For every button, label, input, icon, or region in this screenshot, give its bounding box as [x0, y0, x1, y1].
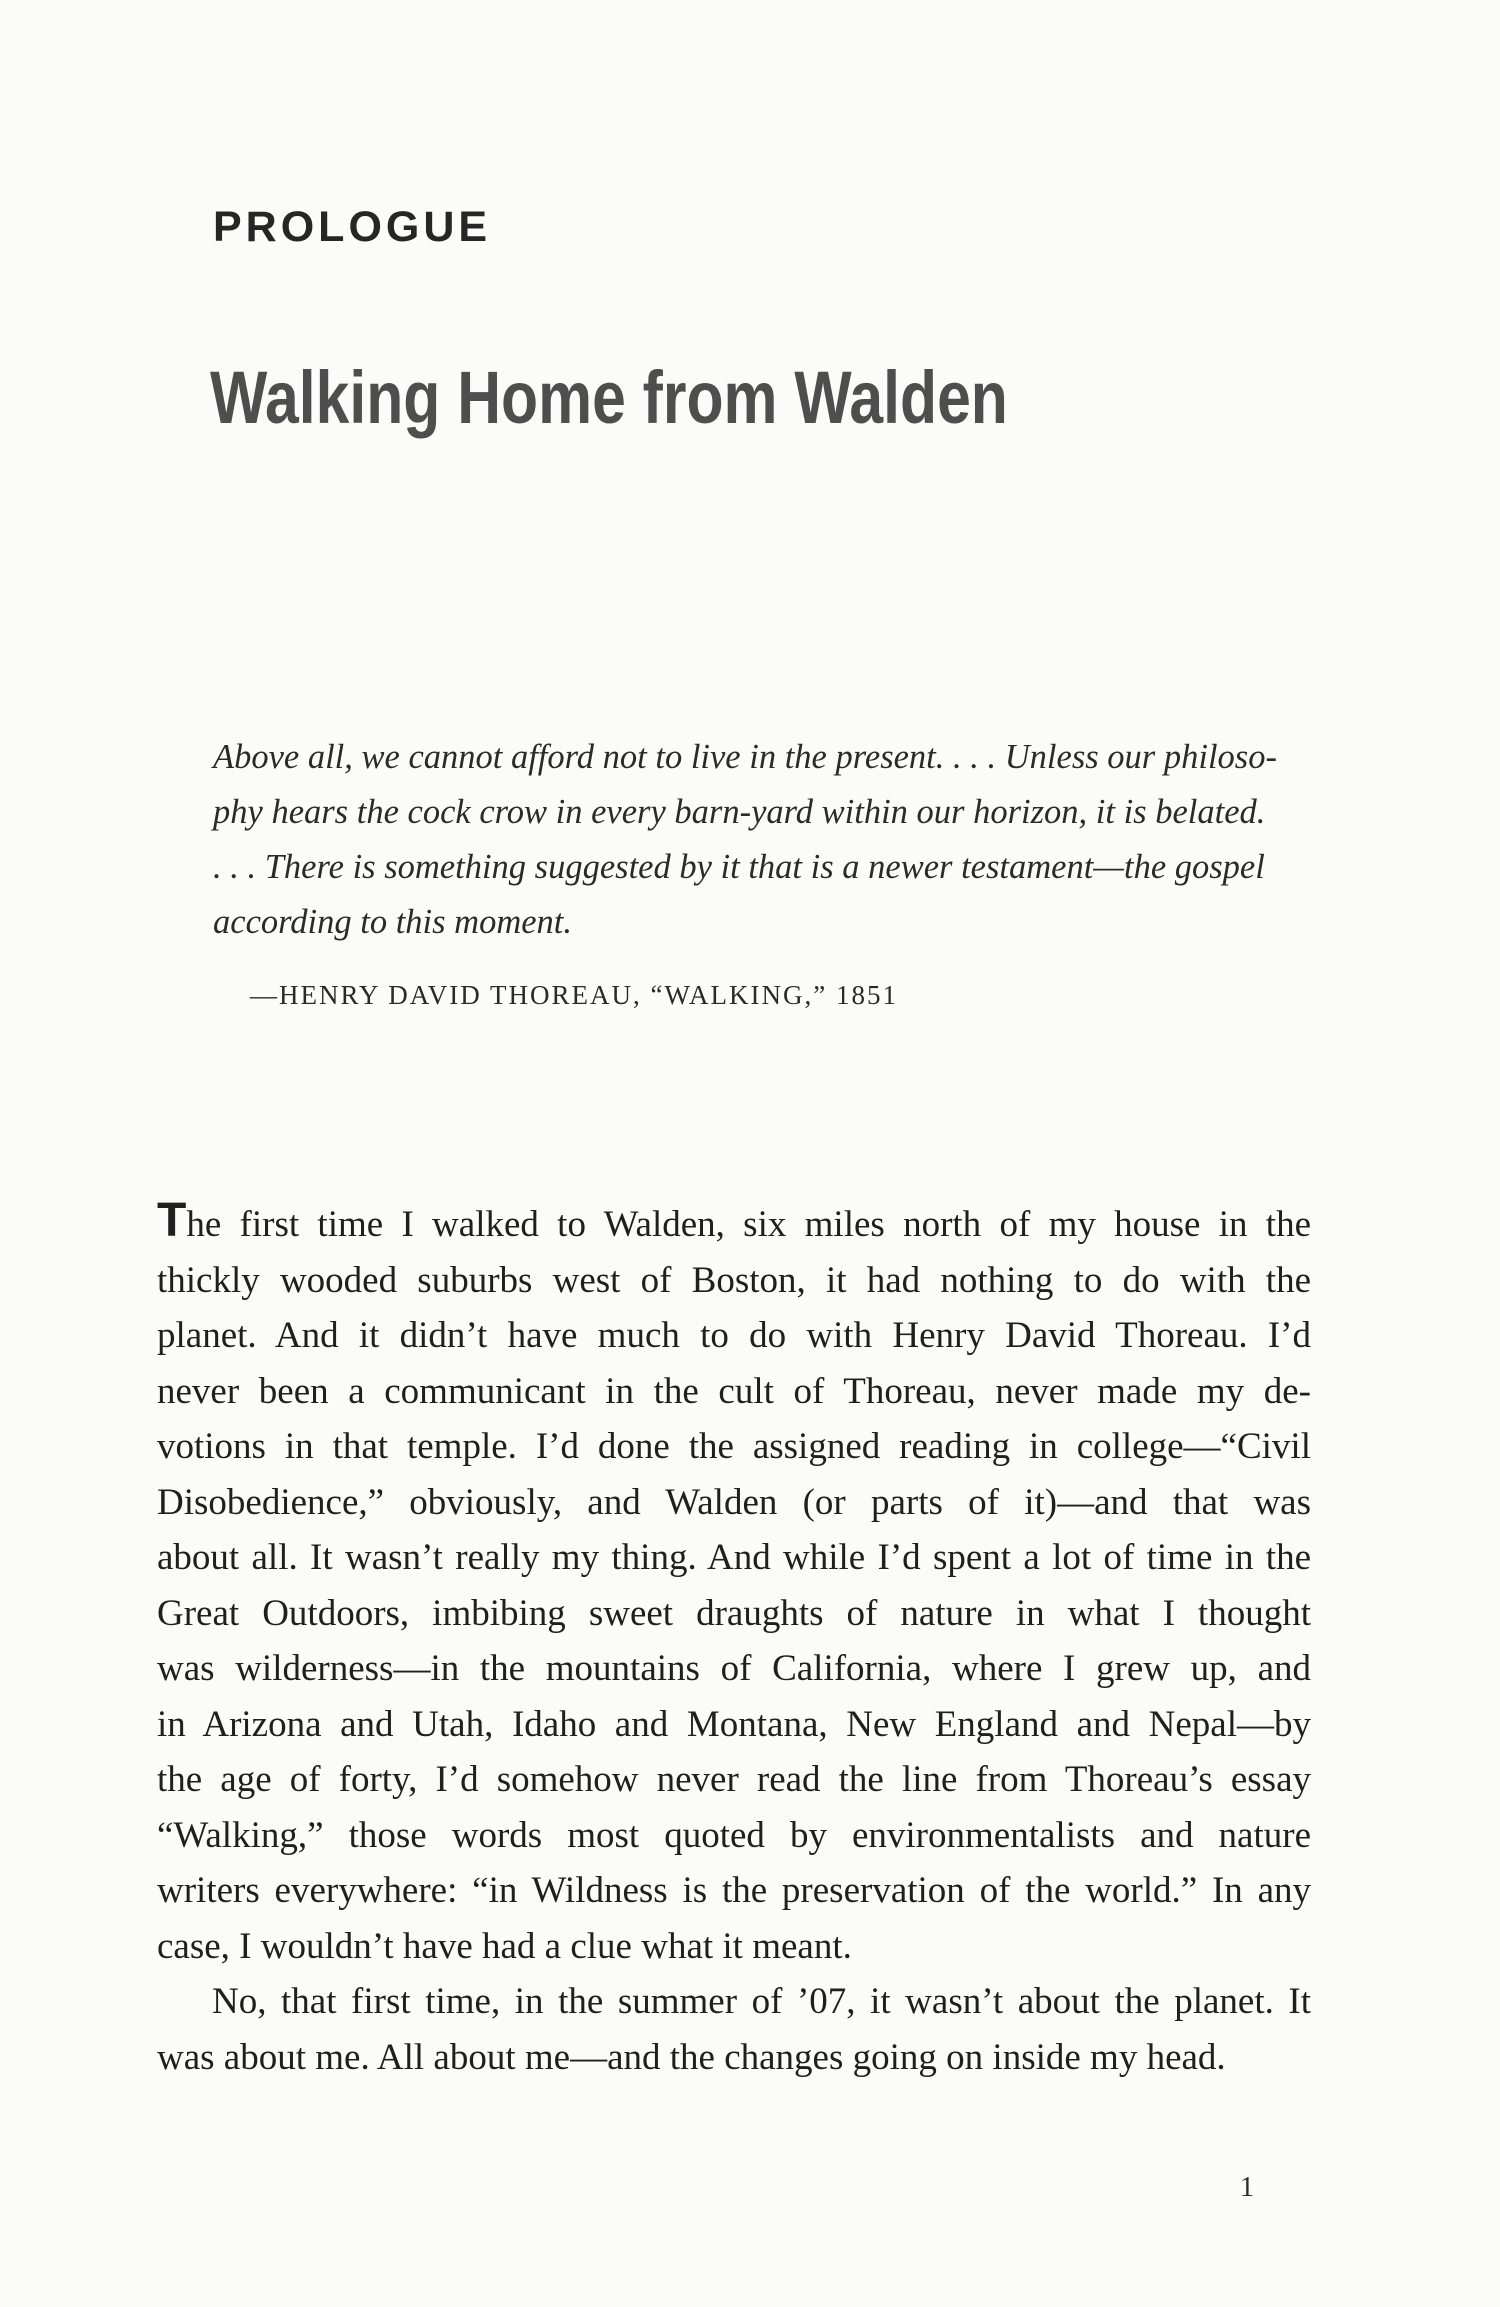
body-line: “Walking,” those words most quoted by environmentalists and nature	[157, 1814, 1311, 1856]
body-line: writers everywhere: “in Wildness is the preservation of the world.” In any	[157, 1870, 1311, 1911]
body-line: case, I wouldn’t have had a clue what it meant.	[157, 1925, 852, 1967]
body-line: planet. And it didn’t have much to do with Henry David Thoreau. I’d	[157, 1315, 1311, 1356]
section-label: PROLOGUE	[213, 203, 492, 251]
body-line: in Arizona and Utah, Idaho and Montana, New England and Nepal—by	[157, 1703, 1311, 1745]
epigraph-line: according to this moment.	[213, 903, 573, 941]
body-line: was about me. All about me—and the changes going on inside my head.	[157, 2036, 1226, 2078]
body-line: the age of forty, I’d somehow never read the line from Thoreau’s essay	[157, 1759, 1311, 1800]
body-line: votions in that temple. I’d done the assigned reading in college—“Civil	[157, 1426, 1311, 1467]
body-line: Great Outdoors, imbibing sweet draughts of nature in what I thought	[157, 1592, 1311, 1634]
body-line: thickly wooded suburbs west of Boston, it had nothing to do with the	[157, 1259, 1311, 1301]
body-line: was wilderness—in the mountains of California, where I grew up, and	[157, 1648, 1311, 1689]
body-line: about all. It wasn’t really my thing. And while I’d spent a lot of time in the	[157, 1537, 1311, 1578]
body-line: never been a communicant in the cult of Thoreau, never made my de-	[157, 1370, 1311, 1412]
epigraph	[213, 730, 1313, 950]
body-line: Disobedience,” obviously, and Walden (or parts of it)—and that was	[157, 1481, 1311, 1523]
body-line-text: he first time I walked to Walden, six miles north of my house in the	[186, 1204, 1311, 1245]
drop-cap: T	[157, 1194, 187, 1247]
body-line-first	[157, 1194, 1311, 1253]
epigraph-line: Above all, we cannot afford not to live in the present. . . . Unless our philoso-	[213, 738, 1277, 776]
epigraph-line: phy hears the cock crow in every barn-yard within our horizon, it is belated.	[213, 793, 1266, 831]
chapter-title: Walking Home from Walden	[210, 356, 1008, 439]
body-text	[157, 1194, 1311, 2085]
epigraph-line: . . . There is something suggested by it that is a newer testament—the gospel	[213, 848, 1265, 886]
page-number: 1	[1240, 2172, 1254, 2203]
epigraph-attribution: —HENRY DAVID THOREAU, “WALKING,” 1851	[250, 980, 898, 1010]
body-line: No, that first time, in the summer of ’07, it wasn’t about the planet. It	[212, 1981, 1311, 2022]
